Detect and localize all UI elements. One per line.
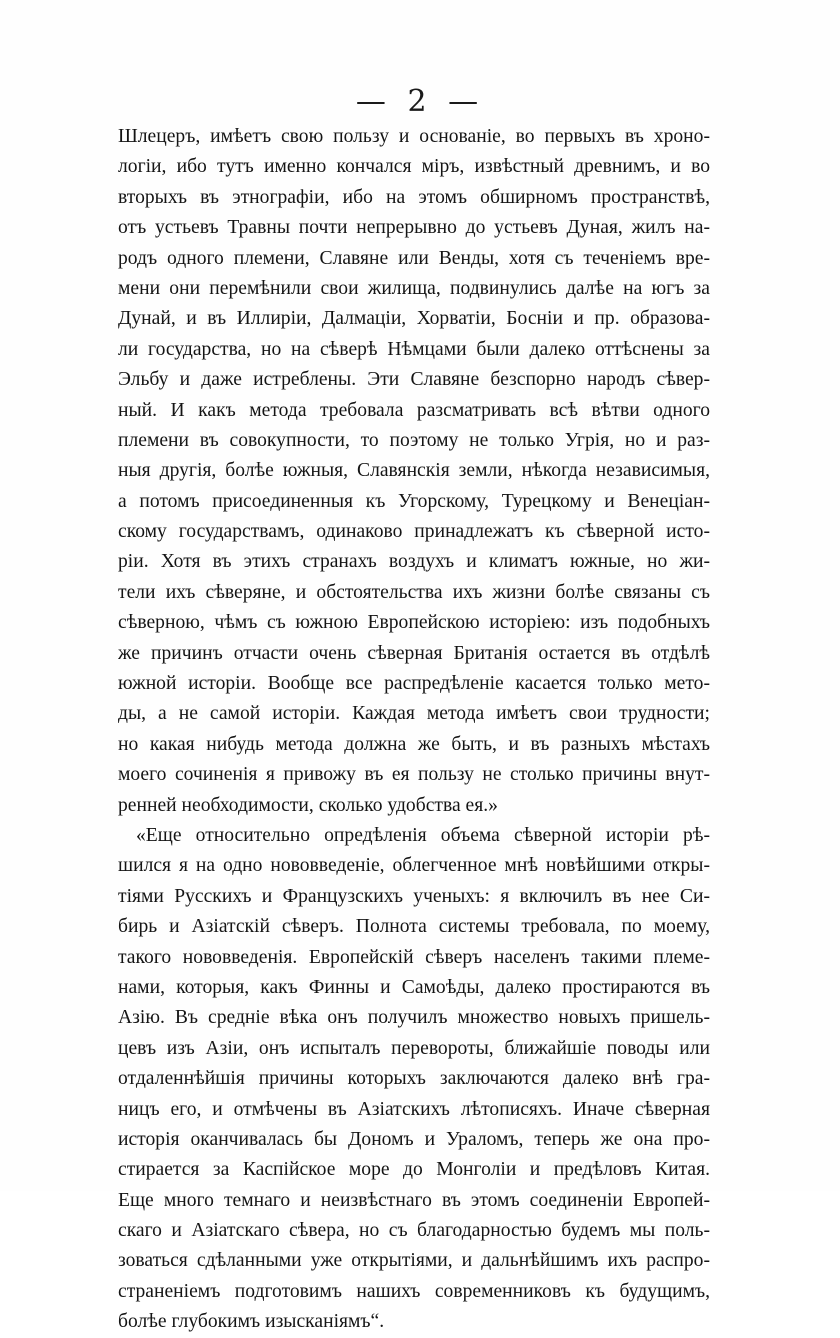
paragraph-2 xyxy=(118,821,710,1338)
text-line: шился я на одно нововведеніе, облегченное мнѣ новѣйшими откры- xyxy=(118,855,710,877)
text-line: болѣе глубокимъ изысканіямъ“. xyxy=(118,1311,385,1333)
text-line: ницъ его, и отмѣчены въ Азіатскихъ лѣтописяхъ. Иначе сѣверная xyxy=(118,1098,710,1120)
text-line: ды, а не самой исторіи. Каждая метода имѣетъ свои трудности; xyxy=(118,703,710,725)
text-line: южной исторіи. Вообще все распредѣленіе касается только мето- xyxy=(118,673,710,695)
text-line: ныя другія, болѣе южныя, Славянскія земли, нѣкогда независимыя, xyxy=(118,460,710,482)
text-line: нами, которыя, какъ Финны и Самоѣды, далеко простираются въ xyxy=(118,976,710,998)
text-line: исторія оканчивалась бы Дономъ и Ураломъ, теперь же она про- xyxy=(118,1128,710,1150)
text-line: сѣверною, чѣмъ съ южною Европейскою исторіею: изъ подобныхъ xyxy=(118,612,710,634)
text-line: но какая нибудь метода должна же быть, и въ разныхъ мѣстахъ xyxy=(118,733,710,755)
paragraph-1 xyxy=(118,122,710,821)
text-line: ли государства, но на сѣверѣ Нѣмцами были далеко оттѣснены за xyxy=(118,338,710,360)
text-line: скому государствамъ, одинаково принадлежатъ къ сѣверной исто- xyxy=(118,521,710,543)
text-line: Шлецеръ, имѣетъ свою пользу и основаніе, во первыхъ въ хроно- xyxy=(118,126,710,147)
text-line: бирь и Азіатскій сѣверъ. Полнота системы требовала, по моему, xyxy=(118,916,710,938)
text-line: цевъ изъ Азіи, онъ испыталъ перевороты, ближайшіе поводы или xyxy=(118,1037,710,1059)
text-line: племени въ совокупности, то поэтому не только Угрія, но и раз- xyxy=(118,429,710,451)
text-line: стирается за Каспійское море до Монголіи и предѣловъ Китая. xyxy=(118,1159,710,1181)
text-line: зоваться сдѣланными уже открытіями, и дальнѣйшимъ ихъ распро- xyxy=(118,1250,710,1272)
text-line: «Еще относительно опредѣленія объема сѣверной исторіи рѣ- xyxy=(136,824,710,846)
body-text xyxy=(118,122,710,1338)
text-line: ріи. Хотя въ этихъ странахъ воздухъ и климатъ южные, но жи- xyxy=(118,551,710,573)
text-line: мени они перемѣнили свои жилища, подвинулись далѣе на югъ за xyxy=(118,277,710,299)
text-line: вторыхъ въ этнографіи, ибо на этомъ обширномъ пространствѣ, xyxy=(118,186,710,208)
text-line: родъ одного племени, Славяне или Венды, хотя съ теченіемъ вре- xyxy=(118,247,710,269)
text-line: Эльбу и даже истреблены. Эти Славяне безспорно народъ сѣвер- xyxy=(118,369,710,391)
text-line: ный. И какъ метода требовала разсматривать всѣ вѣтви одного xyxy=(118,399,710,421)
text-line: скаго и Азіатскаго сѣвера, но съ благодарностью будемъ мы поль- xyxy=(118,1220,710,1242)
text-line: логіи, ибо тутъ именно кончался міръ, извѣстный древнимъ, и во xyxy=(118,156,710,178)
text-line: Азію. Въ средніе вѣка онъ получилъ множество новыхъ пришель- xyxy=(118,1007,710,1029)
text-line: тіями Русскихъ и Французскихъ ученыхъ: я включилъ въ нее Си- xyxy=(118,885,710,907)
text-line: отдаленнѣйшія причины которыхъ заключаются далеко внѣ гра- xyxy=(118,1068,710,1090)
text-line: такого нововведенія. Европейскій сѣверъ населенъ такими племе- xyxy=(118,946,710,968)
text-line: Дунай, и въ Иллиріи, Далмаціи, Хорватіи, Босніи и пр. образова- xyxy=(118,308,710,330)
text-line: страненіемъ подготовимъ нашихъ современниковъ къ будущимъ, xyxy=(118,1280,710,1302)
text-line: отъ устьевъ Травны почти непрерывно до устьевъ Дуная, жилъ на- xyxy=(118,217,710,239)
text-line: Еще много темнаго и неизвѣстнаго въ этомъ соединеніи Европей- xyxy=(118,1189,710,1211)
text-line: тели ихъ сѣверяне, и обстоятельства ихъ жизни болѣе связаны съ xyxy=(118,581,710,603)
text-line: моего сочиненія я привожу въ ея пользу не столько причины внут- xyxy=(118,764,710,786)
page-number: — 2 — xyxy=(355,84,485,119)
text-line: ренней необходимости, сколько удобства ея.» xyxy=(118,794,498,816)
text-line: а потомъ присоединенныя къ Угорскому, Турецкому и Венеціан- xyxy=(118,490,710,512)
text-line: же причинъ отчасти очень сѣверная Британія остается въ отдѣлѣ xyxy=(118,642,710,664)
